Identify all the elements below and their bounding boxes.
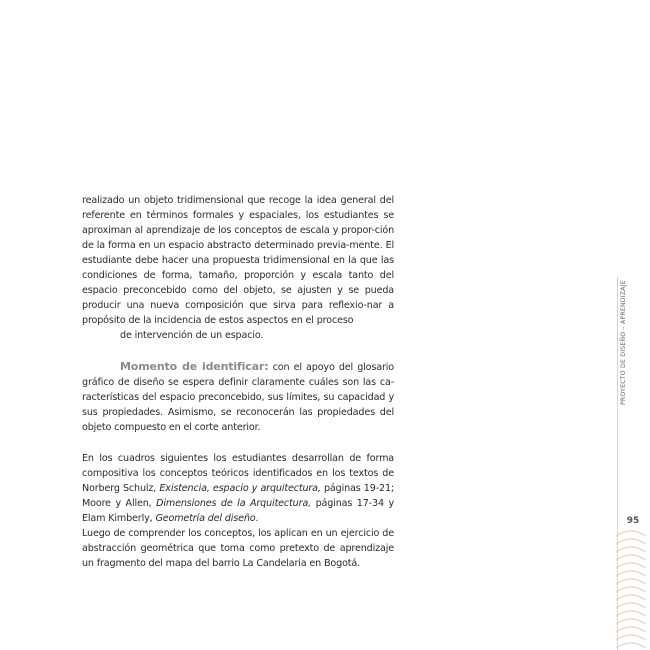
- page-number: 95: [626, 516, 640, 526]
- paragraph-last-line: de intervención de un espacio.: [120, 330, 264, 341]
- running-header: PROYECTO DE DISEÑO – APRENDIZAJE: [620, 280, 627, 405]
- book-reference: Geometría del diseño: [155, 513, 256, 524]
- paragraph-referente: [82, 193, 394, 343]
- paragraph-text: páginas 19-21; Moore y Allen,: [82, 483, 395, 509]
- paragraph-identificar: [82, 359, 394, 435]
- section-lead: Momento de identificar:: [120, 360, 269, 373]
- book-reference: Dimensiones de la Arquitectura,: [156, 498, 312, 509]
- paragraph-text: En los cuadros siguientes los estudiantes desarrollan de forma compositiva los conceptos teóricos identificados en los textos de Norberg Schulz,: [82, 453, 394, 494]
- book-reference: Existencia, espacio y arquitectura,: [159, 483, 321, 494]
- paragraph-body: Luego de comprender los conceptos, los aplican en un ejercicio de abstracción geométrica que toma como pretexto de aprendizaje un fragmento del mapa del barrio La Candelaria en Bogotá.: [82, 528, 394, 569]
- paragraph-body: con el apoyo del glosario gráfico de diseño se espera definir claramente cuáles son las ca-racterísticas del espacio preconcebido, sus límites, su capacidad y sus propiedades. Asimismo, se reconocerán las propiedades del objeto compuesto en el corte anterior.: [82, 362, 395, 433]
- decorative-arcs: [612, 528, 650, 650]
- paragraph-cuadros: [82, 451, 394, 571]
- paragraph-body: realizado un objeto tridimensional que recoge la idea general del referente en términos formales y espaciales, los estudiantes se aproximan al aprendizaje de los conceptos de escala y propor-ción de la forma en un espacio abstracto determinado previa-mente. El estudiante debe hacer una propuesta tridimensional en la que las condiciones de forma, tamaño, proporción y escala tanto del espacio preconcebido como del objeto, se ajusten y se pueda producir una nueva composición que sirva para reflexio-nar a propósito de la incidencia de estos aspectos en el proceso: [82, 195, 394, 326]
- paragraph-text: .: [255, 513, 259, 524]
- paragraph-text: páginas 17-34 y Elam Kimberly,: [82, 498, 394, 524]
